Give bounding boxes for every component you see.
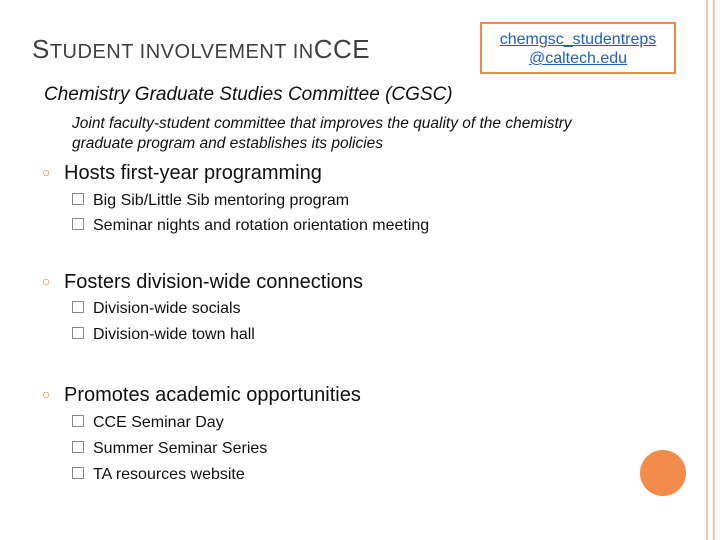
- list-item: CCE Seminar Day: [72, 414, 224, 432]
- decorative-circle: [640, 450, 686, 496]
- list-item: Division-wide socials: [72, 300, 241, 318]
- checkbox-icon: [72, 218, 84, 230]
- bullet-icon: ○: [42, 164, 51, 180]
- list-item: Big Sib/Little Sib mentoring program: [72, 192, 349, 210]
- list-item: Seminar nights and rotation orientation meeting: [72, 217, 429, 235]
- frame-line-right: [713, 0, 715, 540]
- checkbox-icon: [72, 467, 84, 479]
- email-box: [480, 22, 676, 74]
- checkbox-icon: [72, 193, 84, 205]
- checkbox-icon: [72, 415, 84, 427]
- email-link-line2[interactable]: @caltech.edu: [528, 50, 628, 67]
- checkbox-icon: [72, 301, 84, 313]
- frame-line-left: [706, 0, 708, 540]
- title-initial: S: [32, 34, 50, 64]
- list-item: Division-wide town hall: [72, 326, 255, 344]
- checkbox-icon: [72, 441, 84, 453]
- bullet-icon: ○: [42, 386, 51, 402]
- committee-description: Joint faculty-student committee that improves the quality of the chemistry graduate program and establishes its policies: [72, 115, 572, 152]
- email-link-line1[interactable]: chemgsc_studentreps: [499, 31, 657, 48]
- section-heading: ○ Fosters division-wide connections: [42, 271, 364, 293]
- committee-name: Chemistry Graduate Studies Committee (CGSC): [44, 84, 453, 105]
- section-heading: ○ Promotes academic opportunities: [42, 384, 361, 406]
- section-heading: ○ Hosts first-year programming: [42, 162, 322, 184]
- title-cce: CCE: [313, 34, 371, 64]
- slide-title: [32, 34, 370, 65]
- checkbox-icon: [72, 327, 84, 339]
- title-rest: TUDENT INVOLVEMENT IN: [49, 41, 314, 63]
- bullet-icon: ○: [42, 273, 51, 289]
- list-item: TA resources website: [72, 466, 245, 484]
- list-item: Summer Seminar Series: [72, 440, 267, 458]
